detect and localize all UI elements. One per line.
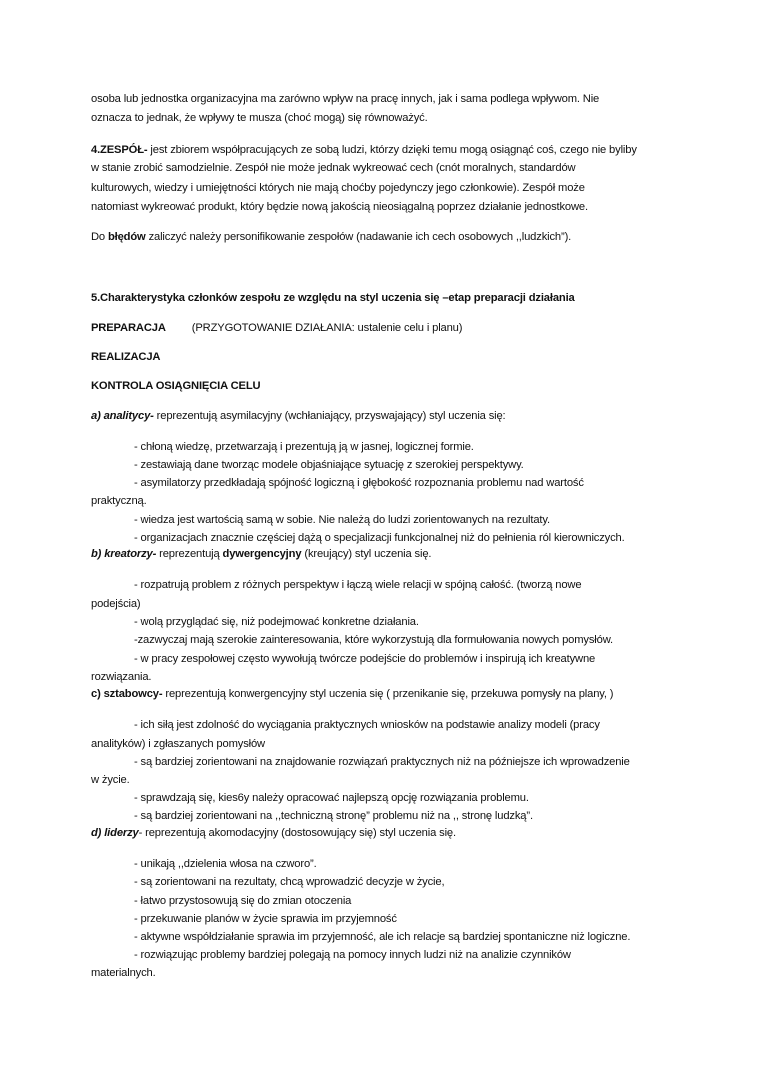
text-run: - reprezentują akomodacyjny (dostosowujący się) styl uczenia się. bbox=[138, 827, 456, 839]
bullet-line: - zestawiają dane tworząc modele objaśniające sytuację z szerokiej perspektywy. bbox=[134, 459, 524, 471]
bullet-continuation: w życie. bbox=[91, 774, 130, 786]
bullet-continuation: rozwiązania. bbox=[91, 671, 152, 683]
text-line: w stanie zrobić samodzielnie. Zespół nie może jednak wykreować cech (cnót moralnych, standardów bbox=[91, 162, 576, 174]
staff-heading: c) sztabowcy- bbox=[91, 688, 163, 700]
bullet-continuation: analityków) i zgłaszanych pomysłów bbox=[91, 738, 265, 750]
preparation-line bbox=[91, 320, 462, 336]
team-definition-line bbox=[91, 142, 637, 158]
analysts-heading-line bbox=[91, 408, 506, 424]
preparation-label: PREPARACJA bbox=[91, 322, 166, 334]
bullet-line: - rozpatrują problem z różnych perspektyw i łączą wiele relacji w spójną całość. (tworzą nowe bbox=[134, 579, 582, 591]
text-line: osoba lub jednostka organizacyjna ma zarówno wpływ na pracę innych, jak i sama podlega wpływom. Nie bbox=[91, 93, 600, 105]
control-text: KONTROLA OSIĄGNIĘCIA CELU bbox=[91, 380, 261, 392]
bullet-line: - ich siłą jest zdolność do wyciągania praktycznych wniosków na podstawie analizy modeli (pracy bbox=[134, 719, 600, 731]
text-run: Do bbox=[91, 231, 108, 243]
errors-line bbox=[91, 229, 571, 245]
bold-run: błędów bbox=[107, 231, 146, 243]
bullet-line: - są zorientowani na rezultaty, chcą wprowadzić decyzje w życie, bbox=[134, 876, 445, 888]
staff-heading-line bbox=[91, 686, 613, 702]
text-run: reprezentują asymilacyjny (wchłaniający, przyswajający) styl uczenia się: bbox=[153, 410, 506, 422]
bullet-line: - sprawdzają się, kies6y należy opracować najlepszą opcję rozwiązania problemu. bbox=[134, 792, 529, 804]
creators-heading: b) kreatorzy- bbox=[91, 548, 157, 560]
bullet-continuation: praktyczną. bbox=[91, 495, 147, 507]
realization-text: REALIZACJA bbox=[91, 351, 161, 363]
bullet-line: - są bardziej zorientowani na ,,techniczną stronę” problemu niż na ,, stronę ludzką”. bbox=[134, 810, 533, 822]
preparation-desc: (PRZYGOTOWANIE DZIAŁANIA: ustalenie celu i planu) bbox=[191, 322, 463, 334]
text-run: jest zbiorem współpracujących ze sobą ludzi, którzy dzięki temu mogą osiągnąć coś, czego nie byliby bbox=[147, 144, 637, 156]
section-title bbox=[91, 290, 575, 306]
text-line: kulturowych, wiedzy i umiejętności których nie mają choćby pojedynczy jego członkowie). Zespół może bbox=[91, 182, 585, 194]
bullet-line: - organizacjach znacznie częściej dążą o specjalizacji funkcjonalnej niż do pełnienia ról kierowniczych. bbox=[134, 532, 625, 544]
bullet-continuation: podejścia) bbox=[91, 598, 141, 610]
creators-heading-line bbox=[91, 546, 431, 562]
leaders-heading: d) liderzy bbox=[91, 827, 139, 839]
bullet-continuation: materialnych. bbox=[91, 967, 156, 979]
bullet-line: - unikają ,,dzielenia włosa na czworo”. bbox=[134, 858, 317, 870]
leaders-heading-line bbox=[91, 825, 456, 841]
bullet-line: - są bardziej zorientowani na znajdowanie rozwiązań praktycznych niż na późniejsze ich wprowadzenie bbox=[134, 756, 630, 768]
section-title-text: 5.Charakterystyka członków zespołu ze względu na styl uczenia się –etap preparacji działania bbox=[91, 292, 575, 304]
bullet-line: - wiedza jest wartością samą w sobie. Nie należą do ludzi zorientowanych na rezultaty. bbox=[134, 514, 550, 526]
text-line: natomiast wykreować produkt, który będzie nową jakością nieosiągalną poprzez działanie jednostkowe. bbox=[91, 201, 588, 213]
bullet-line: - chłoną wiedzę, przetwarzają i prezentują ją w jasnej, logicznej formie. bbox=[134, 441, 474, 453]
bullet-line: - w pracy zespołowej często wywołują twórcze podejście do problemów i inspirują ich kreatywne bbox=[134, 653, 596, 665]
bold-run: dywergencyjny bbox=[222, 548, 302, 560]
text-run: (kreujący) styl uczenia się. bbox=[301, 548, 432, 560]
realization-label bbox=[91, 349, 160, 365]
text-run: reprezentują bbox=[156, 548, 223, 560]
team-heading: 4.ZESPÓŁ- bbox=[91, 144, 148, 156]
bullet-line: -zazwyczaj mają szerokie zainteresowania, które wykorzystują dla formułowania nowych pomysłów. bbox=[134, 634, 613, 646]
text-run: zaliczyć należy personifikowanie zespołów (nadawanie ich cech osobowych ,,ludzkich”). bbox=[145, 231, 572, 243]
bullet-line: - przekuwanie planów w życie sprawia im przyjemność bbox=[134, 913, 397, 925]
control-label bbox=[91, 378, 260, 394]
text-line: oznacza to jednak, że wpływy te musza (choć mogą) się równoważyć. bbox=[91, 112, 428, 124]
bullet-line: - rozwiązując problemy bardziej polegają na pomocy innych ludzi niż na analizie czynników bbox=[134, 949, 571, 961]
bullet-line: - wolą przyglądać się, niż podejmować konkretne działania. bbox=[134, 616, 419, 628]
bullet-line: - łatwo przystosowują się do zmian otoczenia bbox=[134, 895, 352, 907]
bullet-line: - aktywne współdziałanie sprawia im przyjemność, ale ich relacje są bardziej spontaniczne niż logiczne. bbox=[134, 931, 631, 943]
bullet-line: - asymilatorzy przedkładają spójność logiczną i głębokość rozpoznania problemu nad wartość bbox=[134, 477, 584, 489]
text-run: reprezentują konwergencyjny styl uczenia się ( przenikanie się, przekuwa pomysły na plany, ) bbox=[162, 688, 614, 700]
analysts-heading: a) analitycy- bbox=[91, 410, 154, 422]
